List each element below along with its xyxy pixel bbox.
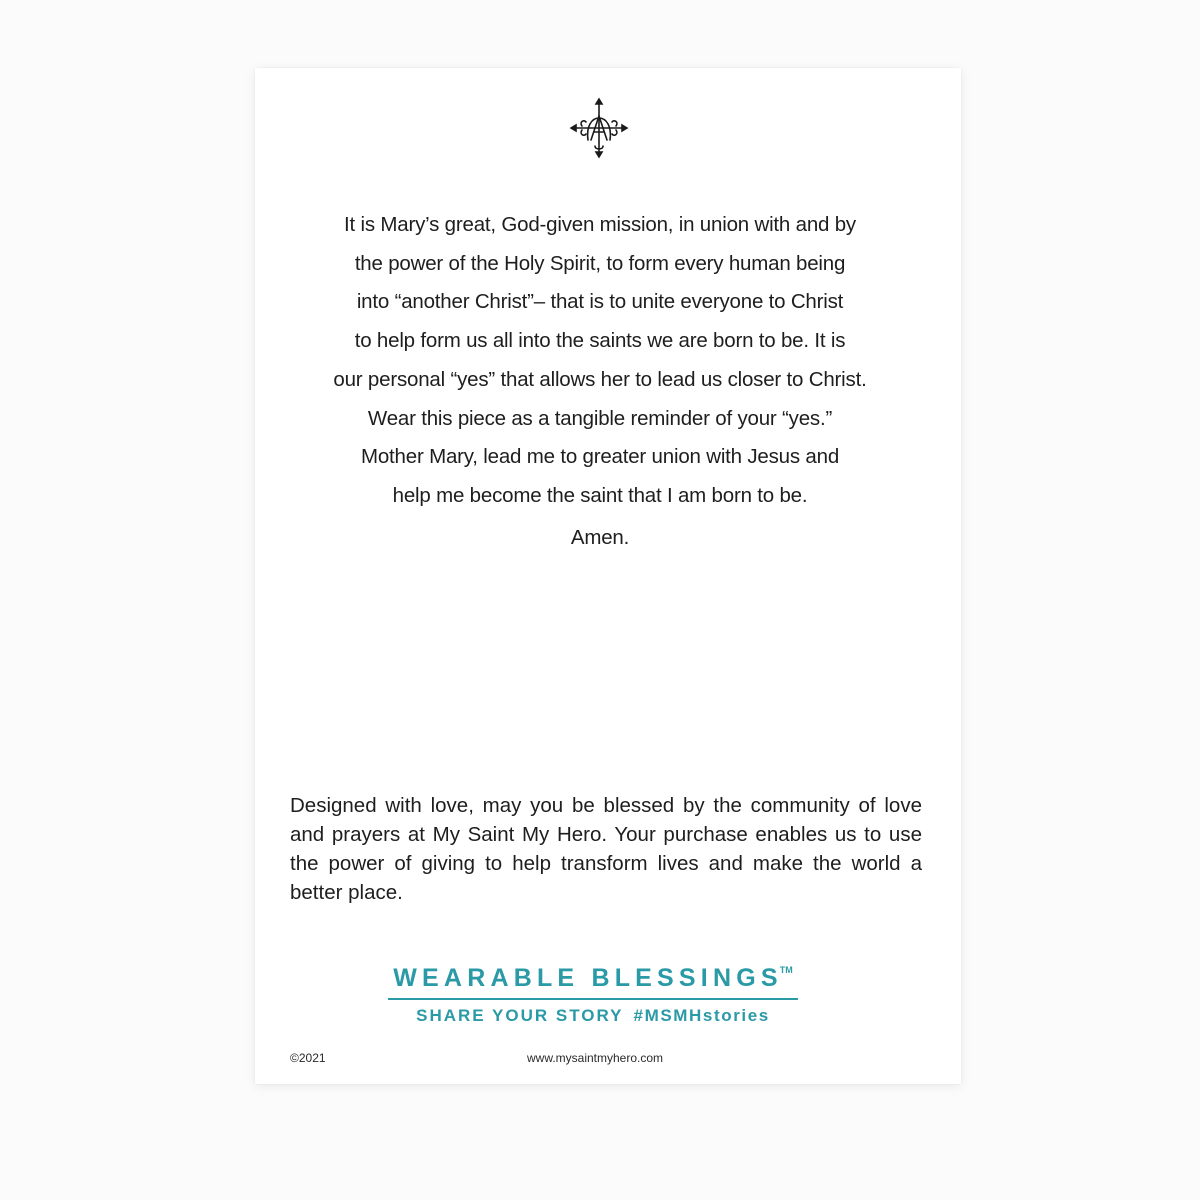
brand-subtitle-text: SHARE YOUR STORY — [416, 1006, 624, 1025]
prayer-line: Wear this piece as a tangible reminder of your “yes.” — [367, 406, 833, 430]
prayer-line: It is Mary’s great, God-given mission, in union with and by — [344, 213, 856, 236]
copyright-notice: ©2021 — [290, 1051, 326, 1065]
brand-divider — [388, 998, 798, 1000]
brand-subtitle — [388, 1006, 798, 1026]
trademark-mark: TM — [779, 965, 793, 975]
blessing-paragraph: Designed with love, may you be blessed by the community of love and prayers at My Saint My Hero. Your purchase enables us to use the power of giving to help transform lives and make the world a better place. — [290, 794, 922, 904]
prayer-closing: Amen. — [570, 525, 630, 549]
auspice-maria-cross-icon — [568, 96, 630, 160]
brand-title-text: WEARABLE BLESSINGS — [393, 964, 783, 992]
prayer-text — [295, 206, 905, 557]
prayer-card — [255, 68, 961, 1084]
prayer-line: Mother Mary, lead me to greater union with Jesus and — [360, 445, 840, 469]
prayer-line: our personal “yes” that allows her to lead us closer to Christ. — [333, 367, 867, 391]
prayer-line: into “another Christ”– that is to unite everyone to Christ — [356, 290, 844, 314]
brand-block — [388, 964, 798, 1026]
prayer-line: the power of the Holy Spirit, to form every human being — [354, 251, 846, 275]
prayer-line: to help form us all into the saints we are born to be. It is — [354, 329, 846, 353]
prayer-line: help me become the saint that I am born to be. — [392, 483, 808, 507]
brand-hashtag: #MSMHstories — [633, 1006, 770, 1025]
website-url: www.mysaintmyhero.com — [527, 1051, 664, 1065]
brand-title — [388, 964, 798, 993]
